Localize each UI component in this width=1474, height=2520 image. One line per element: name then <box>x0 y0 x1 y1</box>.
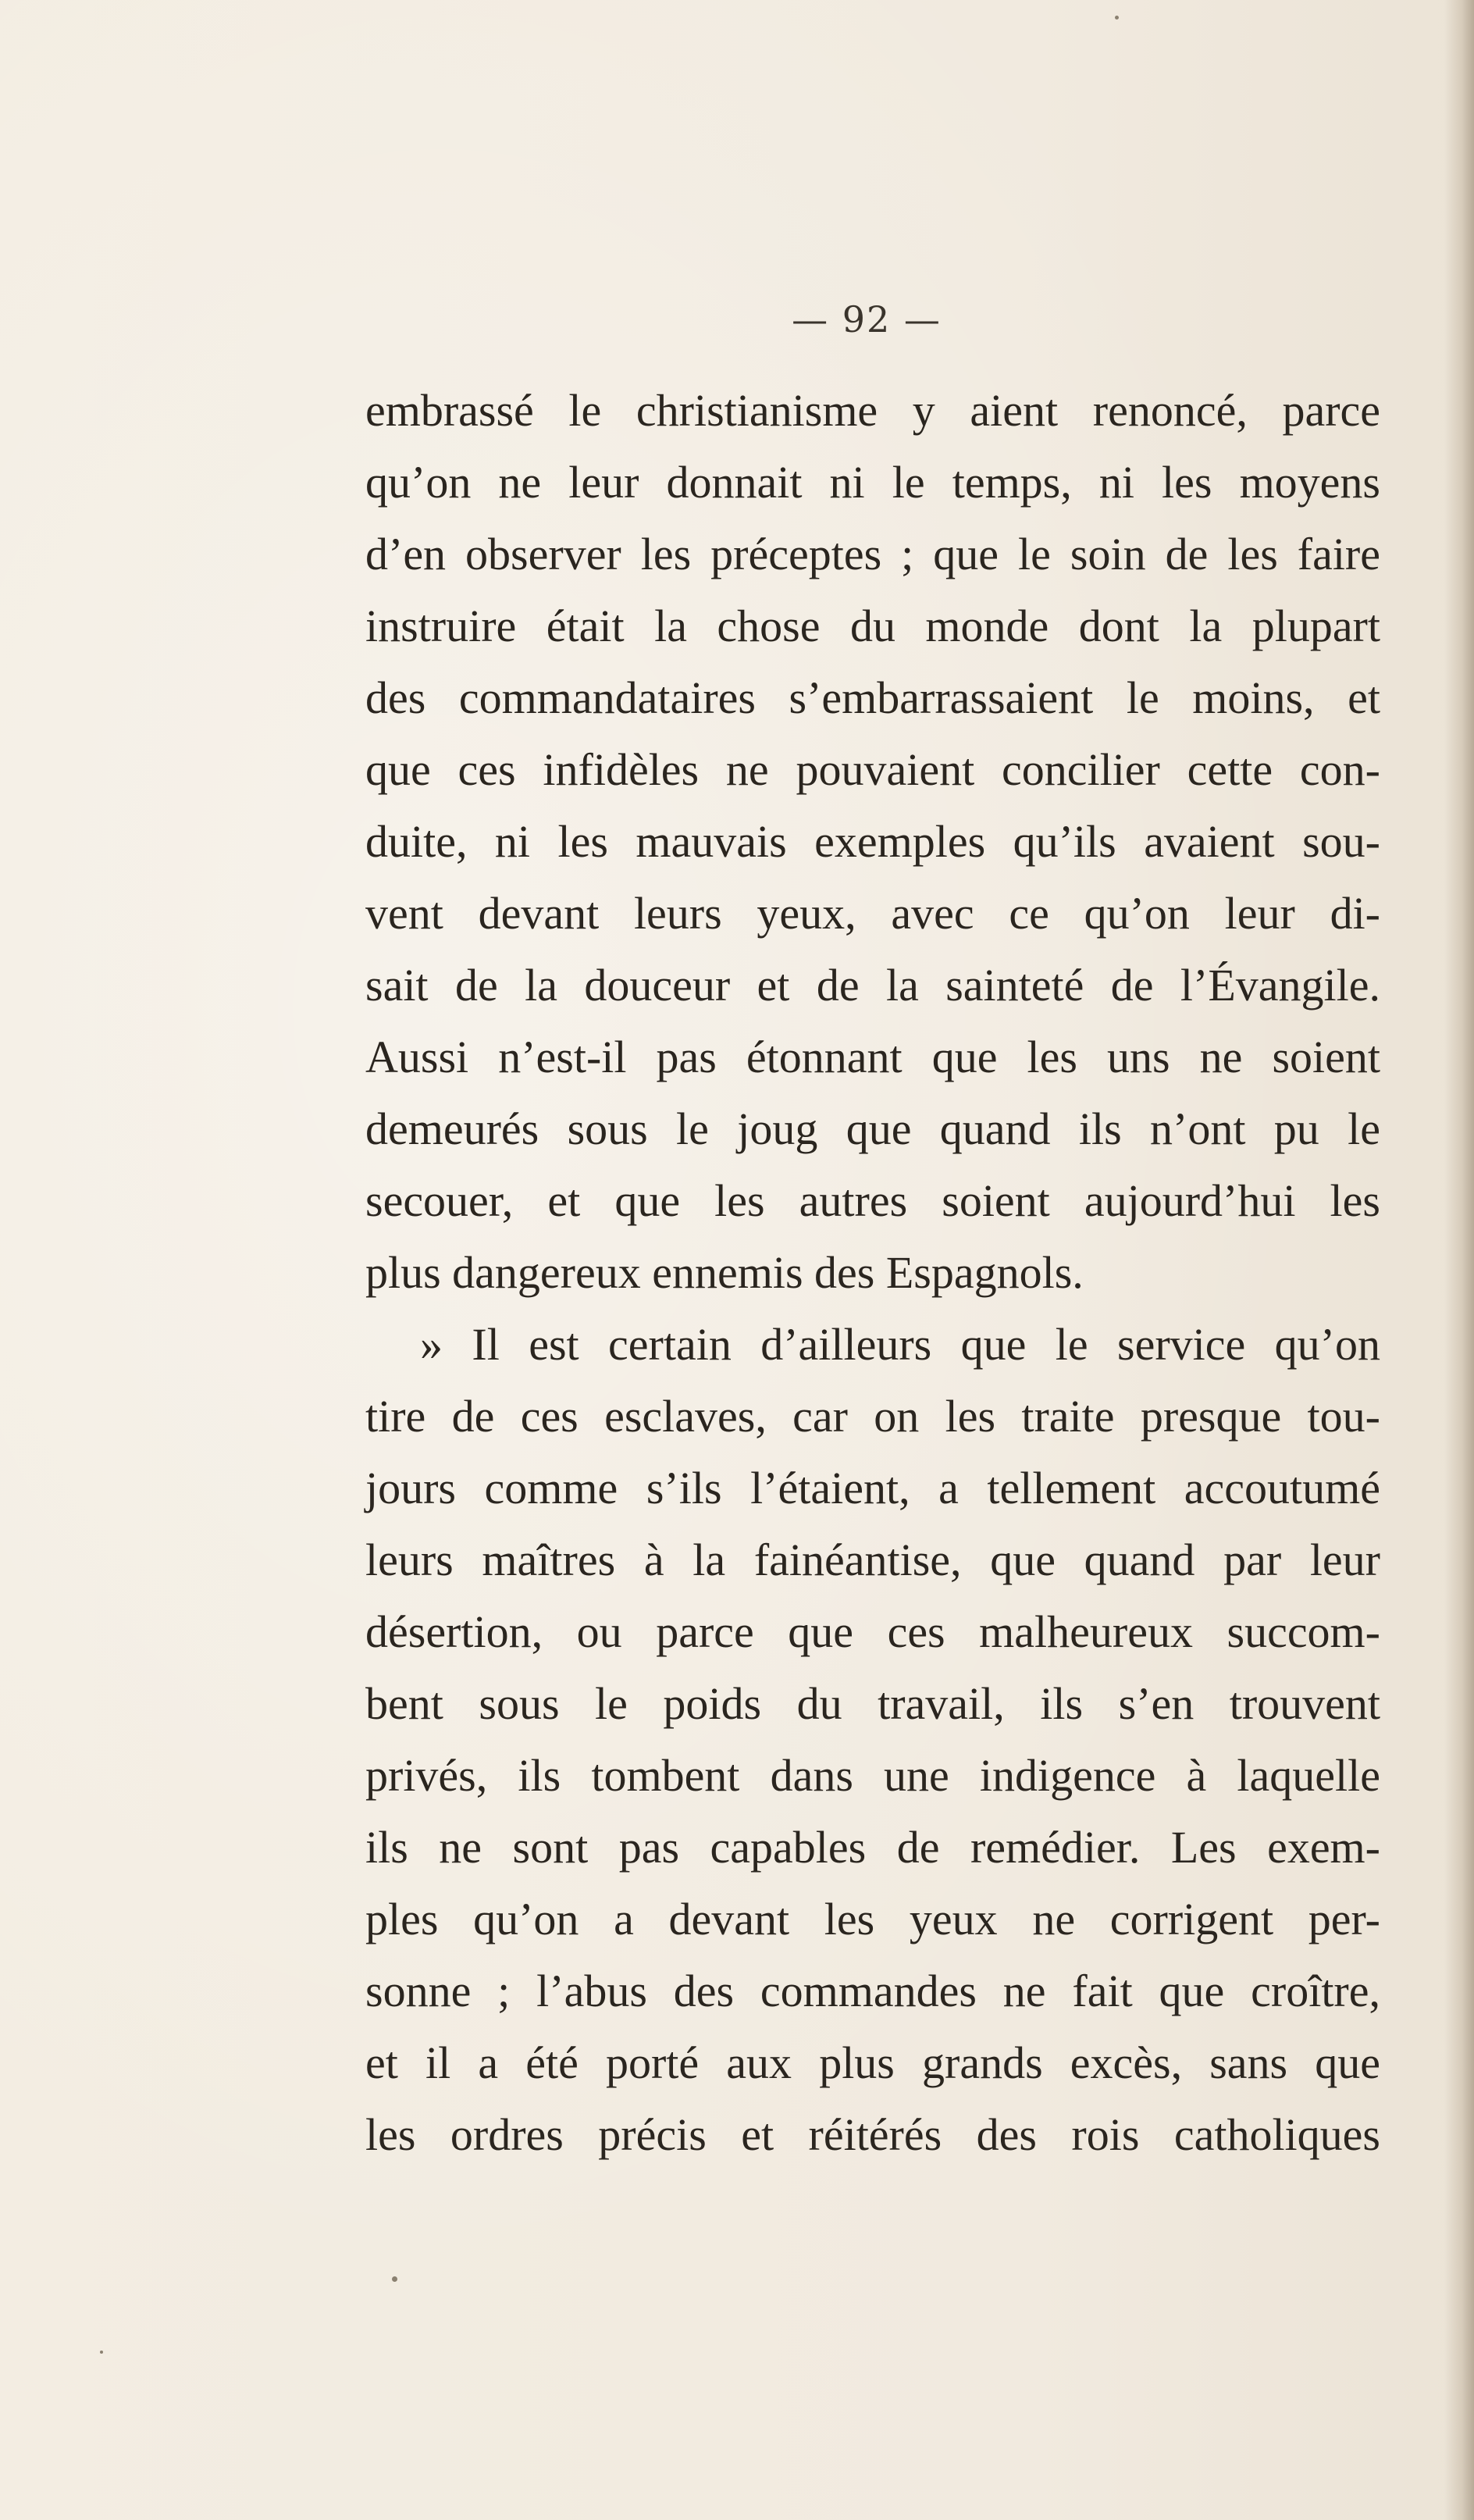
paper-speck <box>100 2351 103 2354</box>
text-line: ils ne sont pas capables de remédier. Les exem- <box>365 1822 1380 1873</box>
text-line: et il a été porté aux plus grands excès, sans que <box>365 2037 1380 2088</box>
text-line: désertion, ou parce que ces malheureux succom- <box>365 1606 1380 1657</box>
text-line: que ces infidèles ne pouvaient concilier cette con- <box>365 744 1380 795</box>
text-line: sait de la douceur et de la sainteté de l’Évangile. <box>365 960 1380 1010</box>
text-line: duite, ni les mauvais exemples qu’ils avaient sou- <box>365 816 1380 867</box>
text-line: sonne ; l’abus des commandes ne fait que croître, <box>365 1966 1380 2016</box>
text-line: demeurés sous le joug que quand ils n’ont pu le <box>365 1103 1380 1154</box>
text-line: ples qu’on a devant les yeux ne corrigent per- <box>365 1894 1380 1944</box>
page-gutter-shadow <box>1444 0 1474 2520</box>
text-line: les ordres précis et réitérés des rois catholiques <box>365 2109 1380 2160</box>
paper-speck <box>1115 16 1119 20</box>
body-text <box>365 375 1380 2171</box>
text-line: d’en observer les préceptes ; que le soin de les faire <box>365 529 1380 579</box>
text-line: plus dangereux ennemis des Espagnols. <box>365 1247 1084 1298</box>
text-line: privés, ils tombent dans une indigence à laquelle <box>365 1750 1380 1801</box>
text-line: des commandataires s’embarrassaient le moins, et <box>365 672 1380 723</box>
text-line: secouer, et que les autres soient aujourd’hui les <box>365 1175 1380 1226</box>
paper-speck <box>392 2276 397 2282</box>
text-line: qu’on ne leur donnait ni le temps, ni les moyens <box>365 457 1380 508</box>
text-line: embrassé le christianisme y aient renoncé, parce <box>365 385 1380 436</box>
text-line: jours comme s’ils l’étaient, a tellement accoutumé <box>365 1463 1380 1513</box>
text-line: vent devant leurs yeux, avec ce qu’on leur di- <box>365 888 1380 939</box>
text-line: bent sous le poids du travail, ils s’en trouvent <box>365 1678 1380 1729</box>
text-line: leurs maîtres à la fainéantise, que quand par leur <box>365 1534 1380 1585</box>
text-line: » Il est certain d’ailleurs que le service qu’on <box>420 1319 1380 1370</box>
page-number: — 92 — <box>792 298 942 340</box>
text-line: Aussi n’est-il pas étonnant que les uns ne soient <box>365 1032 1380 1082</box>
text-line: tire de ces esclaves, car on les traite presque tou- <box>365 1391 1380 1442</box>
text-line: instruire était la chose du monde dont la plupart <box>365 601 1380 651</box>
